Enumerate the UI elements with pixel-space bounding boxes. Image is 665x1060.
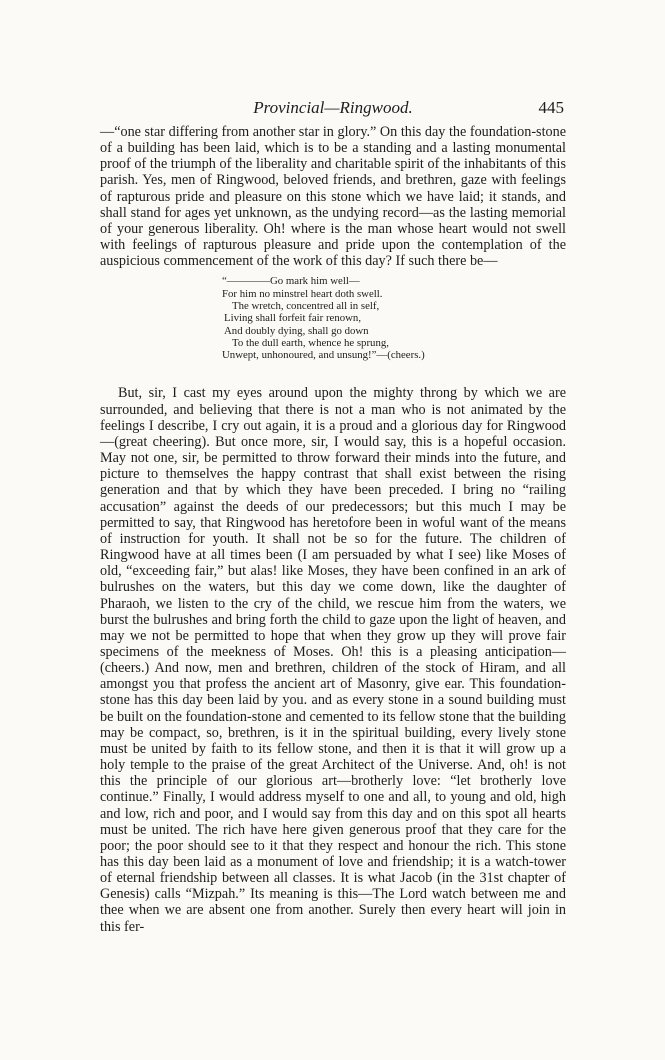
poem-quotation [222,275,566,361]
poem-line: The wretch, concentred all in self, [232,300,380,312]
poem-line: Living shall forfeit fair renown, [224,312,362,325]
page-number: 445 [538,98,564,117]
paragraph-opening: —“one star differing from another star in glory.” On this day the foundation-stone of a building has been laid, which is to be a standing and a lasting monumental proof of the triumph of the liberality and charitable spirit of the inhabitants of this parish. Yes, men of Ringwood, beloved friends, and brethren, gaze with feelings of rapturous pride and pleasure on this stone which we have laid; it stands, and shall stand for ages yet unknown, as the undying record—as the lasting memorial of your generous liberality. Oh! where is the man whose heart would not swell with feelings of rapturous pleasure and pride upon the contemplation of the auspicious commencement of the work of this day? If such there be— [100,124,566,270]
poem-line: “————Go mark him well— [222,275,360,288]
paragraph-main: But, sir, I cast my eyes around upon the mighty throng by which we are surrounded, and believing that there is not a man who is not animated by the feelings I describe, I cry out again, it is a proud and a glorious day for Ringwood—(great cheering). But once more, sir, I would say, this is a hopeful occasion. May not one, sir, be permitted to throw forward their minds into the future, and picture to themselves the happy contrast that shall exist between the rising generation and that by which they have been preceded. I bring no “railing accusation” against the deeds of our predecessors; but this much I may be permitted to say, that Ringwood has heretofore been in woful want of the means of instruction for youth. It shall not be so for the future. The children of Ringwood have at all times been (I am persuaded by what I see) like Moses of old, “exceeding fair,” but alas! like Moses, they have been confined in an ark of bulrushes on the waters, but this day we come down, like the daughter of Pharaoh, we listen to the cry of the child, we rescue him from the waters, we burst the bulrushes and bring forth the child to gaze upon the light of heaven, and may we not be permitted to hope that when they grow up they will prove fair specimens of the meekness of Moses. Oh! this is a pleasing anticipation—(cheers.) And now, men and brethren, children of the stock of Hiram, and all amongst you that profess the ancient art of Masonry, give ear. This foundation-stone has this day been laid by you. and as every stone in a sound building must be built on the foundation-stone and cemented to its fellow stone that the building may be compact, so, brethren, is it in the spiritual building, every lively stone must be united by faith to its fellow stone, and then it is that it will grow up a holy temple to the praise of the great Architect of the Universe. And, oh! is not this the principle of our glorious art—brotherly love: “let brotherly love continue.” Finally, I would address myself to one and all, to young and old, high and low, rich and poor, and I would say from this day and on this spot all hearts must be united. The rich have here given generous proof that they care for the poor; the poor should see to it that they respect and honour the rich. This stone has this day been laid as a monument of love and friendship; it is a watch-tower of eternal friendship between all classes. It is what Jacob (in the 31st chapter of Genesis) calls “Mizpah.” Its meaning is this—The Lord watch between me and thee when we are absent one from another. Surely then every heart will join in this fer- [100,385,566,935]
running-title: Provincial—Ringwood. [253,98,413,117]
poem-line: To the dull earth, whence he sprung, [232,336,389,349]
poem-line: And doubly dying, shall go down [224,324,369,337]
page-header [100,98,566,124]
poem-line: Unwept, unhonoured, and unsung!”—(cheers.) [222,349,425,362]
book-page [100,98,566,935]
section-gap [100,361,566,385]
poem-line: For him no minstrel heart doth swell. [222,287,383,300]
